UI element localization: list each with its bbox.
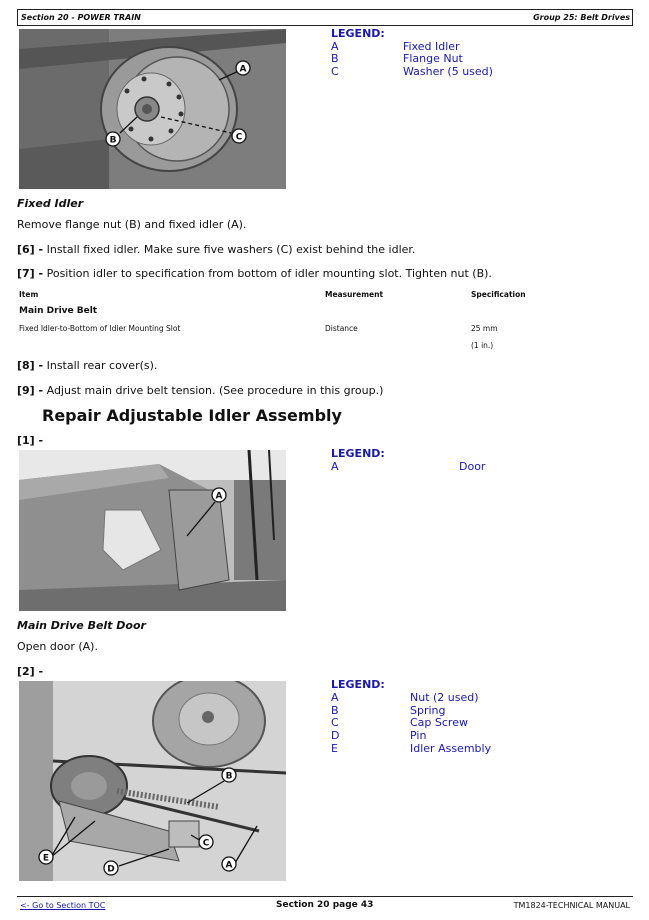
table-cell-spec: 25 mm <box>471 324 498 333</box>
step-8 <box>17 359 157 372</box>
header-group: Group 25: Belt Drives <box>533 13 630 22</box>
step-9 <box>17 384 383 397</box>
header-top-rule <box>17 9 633 10</box>
legend-key: A <box>331 460 339 473</box>
legend-label: Flange Nut <box>403 52 463 65</box>
callout-b: B <box>225 771 233 782</box>
step-number: [7] - <box>17 267 44 280</box>
step-number: [8] - <box>17 359 44 372</box>
legend-key: A <box>331 40 339 53</box>
legend-label: Cap Screw <box>410 716 468 729</box>
step-text: Adjust main drive belt tension. (See procedure in this group.) <box>43 384 384 397</box>
idler-assembly-illustration <box>19 681 286 881</box>
legend-label: Pin <box>410 729 427 742</box>
drive-belt-door-illustration <box>19 450 286 611</box>
table-group-label: Main Drive Belt <box>19 306 98 316</box>
legend-key: C <box>331 65 339 78</box>
table-cell-measurement: Distance <box>325 324 358 333</box>
legend-title: LEGEND: <box>331 678 385 691</box>
callout-a: A <box>239 64 247 75</box>
legend-label: Idler Assembly <box>410 742 492 755</box>
step-text: Install rear cover(s). <box>43 359 158 372</box>
step-7 <box>17 267 492 280</box>
manual-id: TM1824-TECHNICAL MANUAL <box>513 901 630 910</box>
instruction-text: Remove flange nut (B) and fixed idler (A). <box>17 218 247 231</box>
table-header-specification: Specification <box>471 290 526 299</box>
callout-e: E <box>42 853 50 864</box>
callout-a: A <box>225 860 233 871</box>
table-header-item: Item <box>19 290 39 299</box>
legend-label: Spring <box>410 704 446 717</box>
figure-caption: Main Drive Belt Door <box>17 619 146 632</box>
legend-label: Nut (2 used) <box>410 691 479 704</box>
legend-key: A <box>331 691 339 704</box>
callout-d: D <box>107 864 115 875</box>
legend-key: C <box>331 716 339 729</box>
legend-key: B <box>331 52 339 65</box>
section-toc-link[interactable]: <- Go to Section TOC <box>20 901 106 910</box>
callout-b: B <box>109 135 117 146</box>
header-section: Section 20 - POWER TRAIN <box>21 13 141 22</box>
instruction-text: Open door (A). <box>17 640 98 653</box>
step-1: [1] - <box>17 434 44 447</box>
legend-title: LEGEND: <box>331 27 385 40</box>
legend-key: D <box>331 729 340 742</box>
table-cell-item: Fixed Idler-to-Bottom of Idler Mounting Slot <box>19 324 181 333</box>
step-text: Position idler to specification from bottom of idler mounting slot. Tighten nut (B). <box>43 267 492 280</box>
figure-caption: Fixed Idler <box>17 197 84 210</box>
step-number: [6] - <box>17 243 44 256</box>
header-bottom-rule <box>17 25 633 26</box>
drive-belt-door-photo <box>19 450 286 611</box>
legend-key: E <box>331 742 338 755</box>
footer-rule <box>17 896 633 897</box>
header-right-rule <box>632 9 633 25</box>
idler-assembly-photo <box>19 681 286 881</box>
callout-c: C <box>235 132 243 143</box>
legend-title: LEGEND: <box>331 447 385 460</box>
legend-label: Washer (5 used) <box>403 65 493 78</box>
callout-a: A <box>215 491 223 502</box>
step-number: [9] - <box>17 384 44 397</box>
fixed-idler-photo <box>19 29 286 189</box>
legend-label: Door <box>459 460 486 473</box>
fixed-idler-illustration <box>19 29 286 189</box>
header-left-rule <box>17 9 18 25</box>
legend-key: B <box>331 704 339 717</box>
section-heading: Repair Adjustable Idler Assembly <box>42 406 342 425</box>
table-cell-spec-imperial: (1 in.) <box>471 341 494 350</box>
step-2: [2] - <box>17 665 44 678</box>
legend-label: Fixed Idler <box>403 40 460 53</box>
step-text: Install fixed idler. Make sure five washers (C) exist behind the idler. <box>43 243 416 256</box>
callout-c: C <box>202 838 210 849</box>
step-6 <box>17 243 415 256</box>
page-number: Section 20 page 43 <box>276 900 374 910</box>
table-header-measurement: Measurement <box>325 290 384 299</box>
